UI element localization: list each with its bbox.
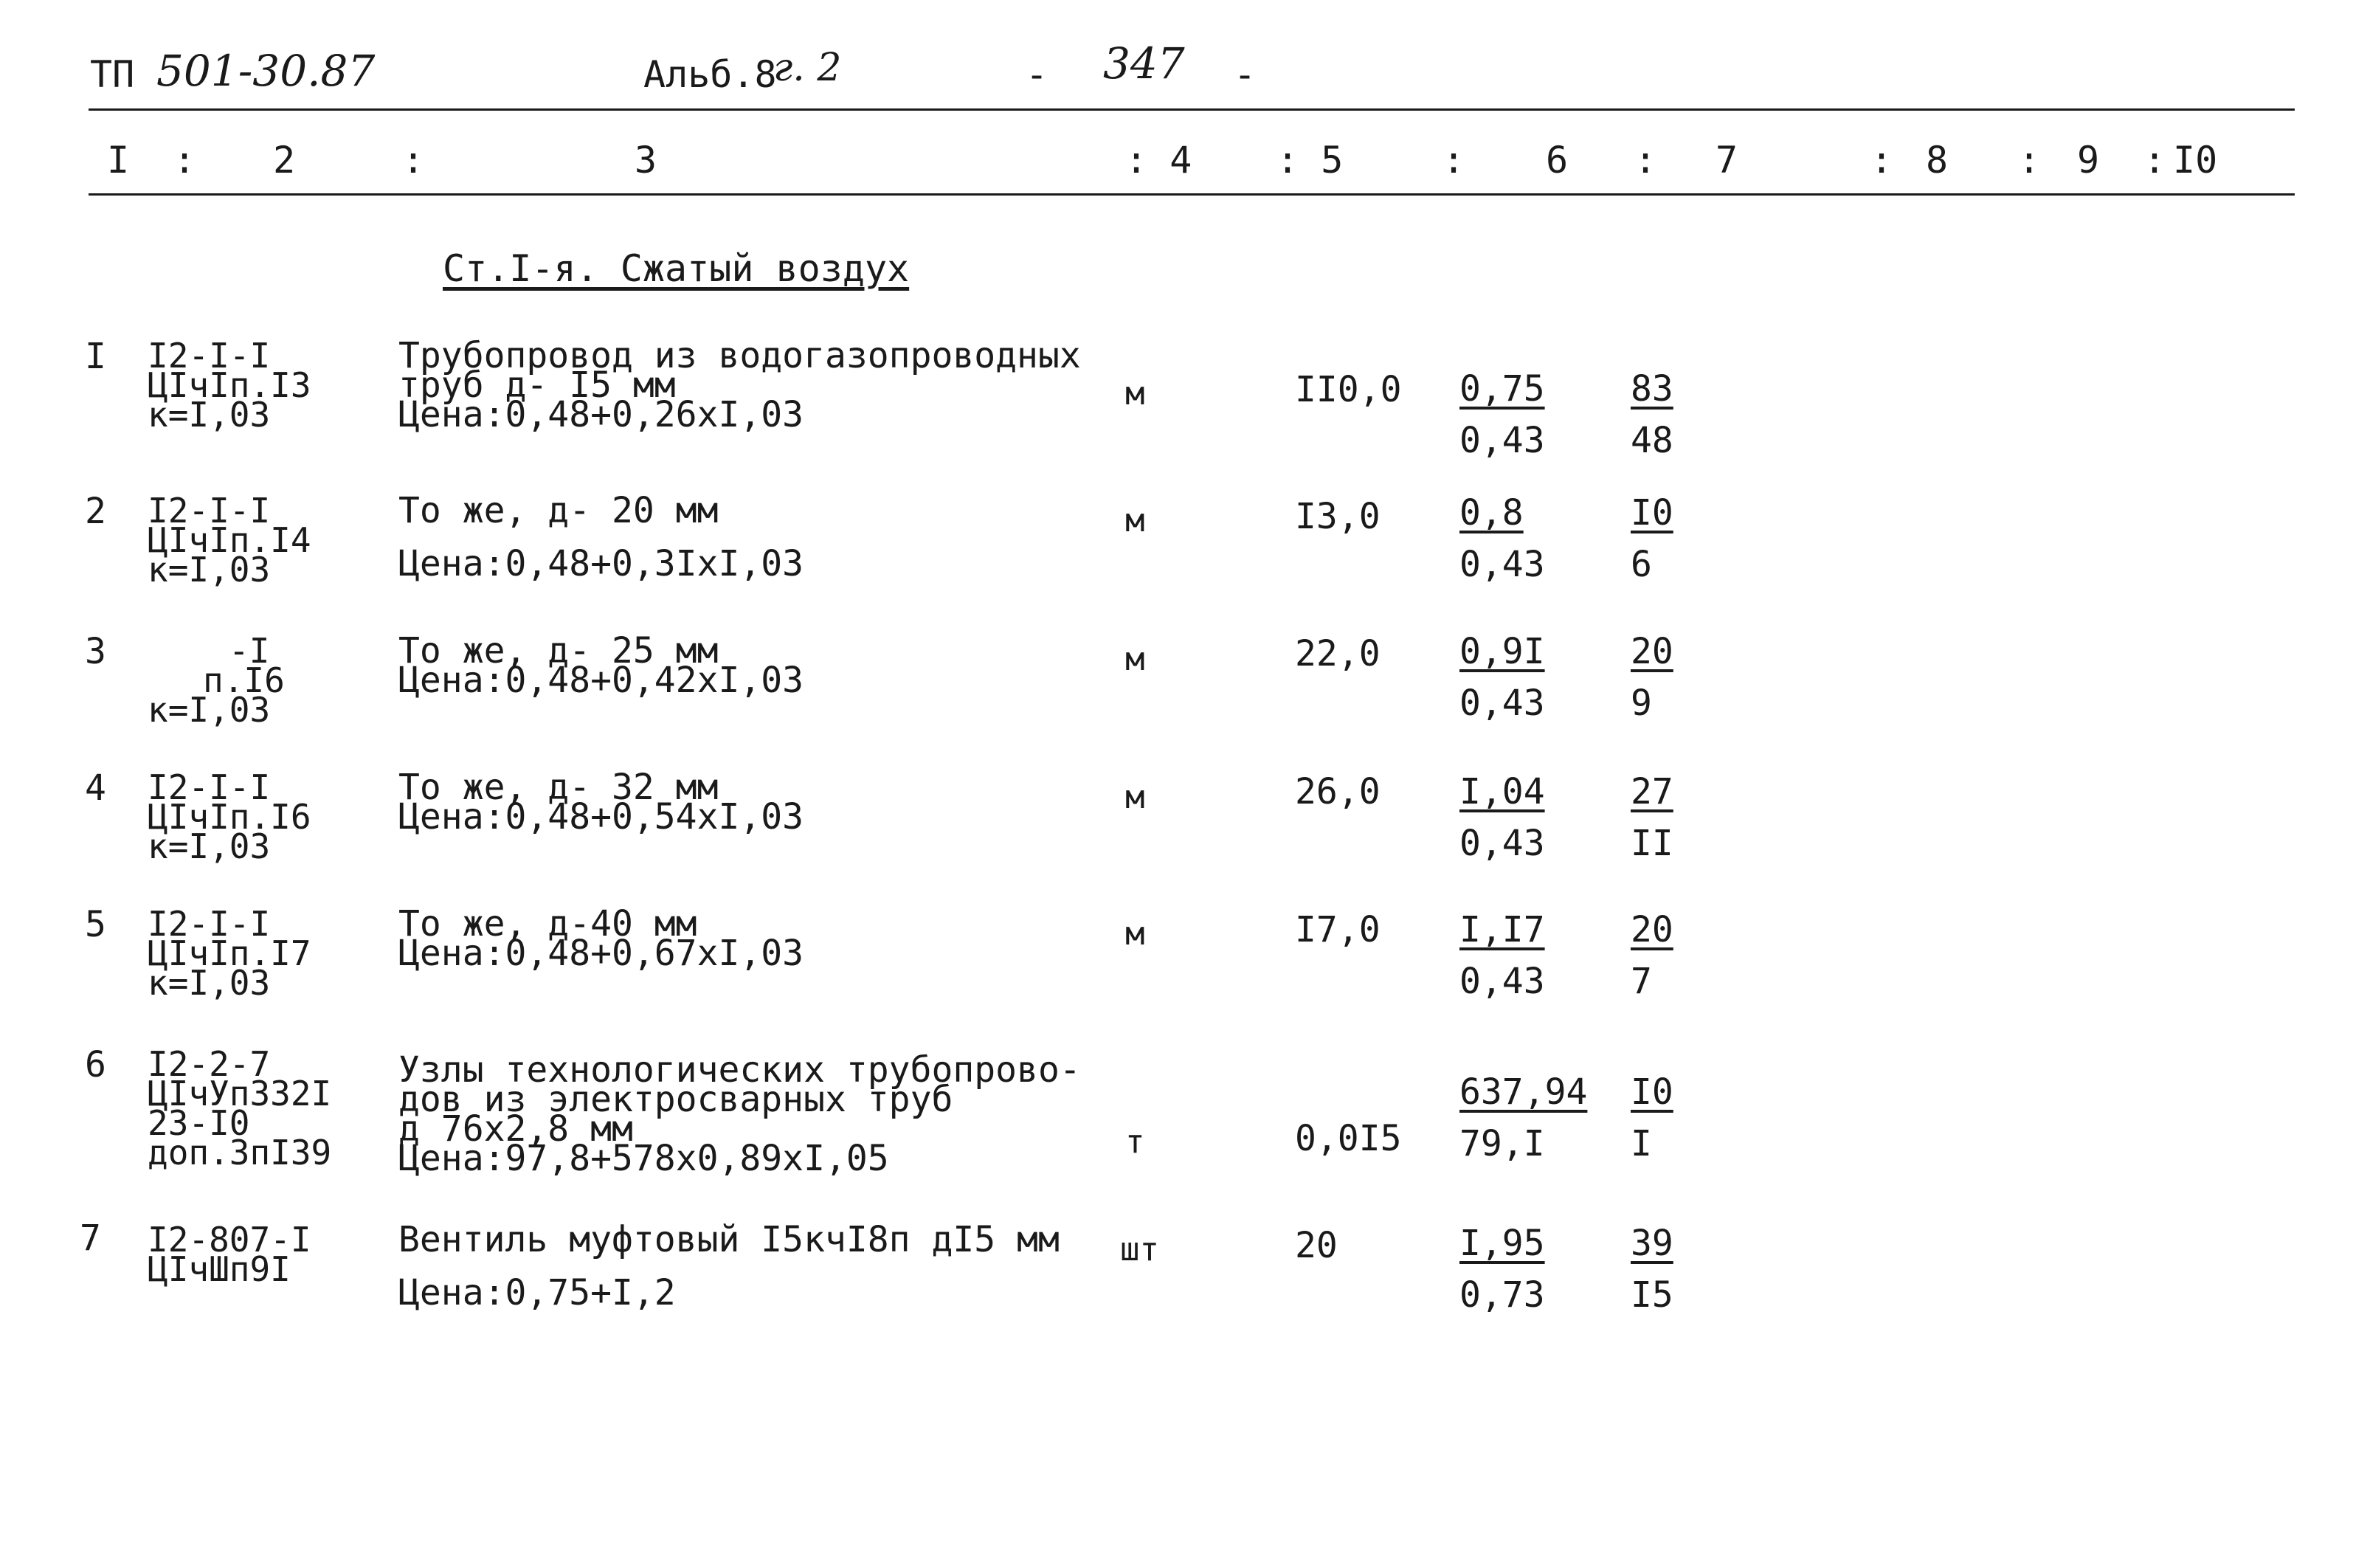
page-dash-right: - xyxy=(1234,53,1257,96)
row-number: 6 xyxy=(85,1044,106,1085)
row-number: I xyxy=(85,336,106,377)
unit-cost-bottom: 0,43 xyxy=(1459,961,1545,1002)
total-cost-top: 27 xyxy=(1631,771,1673,812)
unit-cost xyxy=(1459,1066,1587,1170)
col-sep: : xyxy=(1870,139,1893,182)
row-number: 4 xyxy=(85,767,106,809)
name-line: Трубопровод из водогазопроводных xyxy=(398,335,1081,376)
unit-cost xyxy=(1459,487,1545,590)
total-cost-bottom: I5 xyxy=(1631,1274,1673,1316)
col-sep: : xyxy=(173,139,196,182)
unit-cost-top: 0,9I xyxy=(1459,631,1545,672)
col-sep: : xyxy=(2143,139,2166,182)
code-line: к=I,03 xyxy=(148,963,271,1003)
album-label: Альб.8 xyxy=(643,53,777,96)
total-cost-top: 20 xyxy=(1631,631,1673,672)
col-header-3: 3 xyxy=(635,139,657,182)
norm-code xyxy=(148,336,311,435)
unit-cost xyxy=(1459,363,1545,466)
total-cost-bottom: I xyxy=(1631,1123,1652,1164)
unit-cost xyxy=(1459,626,1545,729)
code-line: I2-I-I xyxy=(148,767,271,807)
unit-cost-bottom: 0,73 xyxy=(1459,1274,1545,1316)
work-name xyxy=(398,767,804,837)
unit-cost-top: I,04 xyxy=(1459,771,1545,812)
code-line: I2-807-I xyxy=(148,1220,311,1260)
unit-cost-bottom: 79,I xyxy=(1459,1123,1545,1164)
total-cost-top: 20 xyxy=(1631,909,1673,950)
code-line: к=I,03 xyxy=(148,826,271,866)
unit-cost-top: 0,8 xyxy=(1459,492,1524,533)
total-cost-bottom: II xyxy=(1631,823,1673,864)
work-name xyxy=(398,1219,1060,1313)
unit-cost-bottom: 0,43 xyxy=(1459,420,1545,461)
total-cost xyxy=(1631,626,1673,729)
header-rule-top xyxy=(89,108,2295,111)
doc-code: 501-30.87 xyxy=(156,46,376,96)
unit-cost xyxy=(1459,766,1545,869)
code-line: -I xyxy=(229,631,270,671)
quantity: I7,0 xyxy=(1295,909,1381,950)
unit: м xyxy=(1125,640,1145,678)
norm-code xyxy=(148,767,311,866)
row-number: 2 xyxy=(85,491,106,532)
doc-prefix: ТП xyxy=(90,53,135,96)
code-line: ЦIчIп.I4 xyxy=(148,520,311,560)
name-line: труб д- I5 мм xyxy=(398,365,676,406)
unit-cost-top: I,I7 xyxy=(1459,909,1545,950)
unit-cost-bottom: 0,43 xyxy=(1459,683,1545,724)
page-dash-left: - xyxy=(1026,53,1048,96)
unit-cost xyxy=(1459,904,1545,1007)
price-formula: Цена:97,8+578х0,89хI,05 xyxy=(398,1138,889,1179)
work-name xyxy=(398,1049,1081,1179)
price-formula: Цена:0,48+0,3IхI,03 xyxy=(398,543,804,584)
section-title: Ст.I-я. Сжатый воздух xyxy=(443,247,910,290)
price-formula: Цена:0,48+0,67хI,03 xyxy=(398,933,804,974)
norm-code xyxy=(148,631,285,730)
price-formula: Цена:0,75+I,2 xyxy=(398,1272,676,1313)
quantity: 20 xyxy=(1295,1225,1338,1266)
quantity: 0,0I5 xyxy=(1295,1118,1402,1159)
col-header-2: 2 xyxy=(273,139,296,182)
total-cost xyxy=(1631,1066,1673,1170)
unit-cost-bottom: 0,43 xyxy=(1459,544,1545,585)
col-header-4: : 4 xyxy=(1125,139,1192,182)
name-line: То же, д- 25 мм xyxy=(398,630,719,671)
total-cost-top: I0 xyxy=(1631,492,1673,533)
code-line: доп.3пI39 xyxy=(148,1133,332,1172)
work-name xyxy=(398,335,1081,435)
work-name xyxy=(398,630,804,701)
code-line: к=I,03 xyxy=(148,550,271,590)
unit-cost-bottom: 0,43 xyxy=(1459,823,1545,864)
unit: т xyxy=(1125,1123,1145,1161)
unit-cost-top: 637,94 xyxy=(1459,1071,1588,1113)
price-formula: Цена:0,48+0,54хI,03 xyxy=(398,796,804,837)
name-line: То же, д-40 мм xyxy=(398,903,697,944)
page-number: 347 xyxy=(1103,38,1185,89)
col-header-10: I0 xyxy=(2173,139,2218,182)
unit: шт xyxy=(1120,1231,1159,1268)
norm-code xyxy=(148,1220,311,1289)
code-line: ЦIчIп.I3 xyxy=(148,365,311,405)
header-rule-bottom xyxy=(89,193,2295,196)
code-line: I2-I-I xyxy=(148,904,271,944)
code-line: I2-I-I xyxy=(148,336,271,376)
norm-code xyxy=(148,904,311,1003)
total-cost xyxy=(1631,766,1673,869)
code-line: I2-I-I xyxy=(148,491,271,531)
unit-cost-top: I,95 xyxy=(1459,1223,1545,1264)
col-header-7: 7 xyxy=(1715,139,1738,182)
price-formula: Цена:0,48+0,26хI,03 xyxy=(398,394,804,435)
quantity: 26,0 xyxy=(1295,771,1381,812)
code-line: 23-I0 xyxy=(148,1103,250,1143)
code-line: п.I6 xyxy=(203,660,285,700)
col-header-8: 8 xyxy=(1926,139,1949,182)
total-cost-top: 39 xyxy=(1631,1223,1673,1264)
price-formula: Цена:0,48+0,42хI,03 xyxy=(398,660,804,701)
code-line: I2-2-7 xyxy=(148,1044,271,1084)
name-line: Вентиль муфтовый I5кчI8п дI5 мм xyxy=(398,1219,1060,1260)
unit: м xyxy=(1125,502,1145,539)
row-number: 7 xyxy=(80,1218,101,1259)
name-line: То же, д- 20 мм xyxy=(398,490,719,531)
work-name xyxy=(398,490,804,584)
code-line: ЦIчIп.I6 xyxy=(148,797,311,837)
col-header-9: 9 xyxy=(2077,139,2100,182)
code-line: ЦIчУп332I xyxy=(148,1074,332,1113)
col-sep: : xyxy=(402,139,425,182)
name-line: Узлы технологических трубопрово- xyxy=(398,1049,1081,1091)
total-cost xyxy=(1631,1218,1673,1321)
total-cost xyxy=(1631,363,1673,466)
col-sep: : xyxy=(1442,139,1465,182)
row-number: 5 xyxy=(85,904,106,945)
total-cost-bottom: 9 xyxy=(1631,683,1652,724)
unit-cost-top: 0,75 xyxy=(1459,368,1545,410)
album-part: г. 2 xyxy=(773,46,842,90)
code-line: ЦIчШп9I xyxy=(148,1249,291,1289)
unit-cost xyxy=(1459,1218,1545,1321)
unit: м xyxy=(1125,778,1145,816)
total-cost xyxy=(1631,487,1673,590)
total-cost-top: I0 xyxy=(1631,1071,1673,1113)
name-line: дов из электросварных труб xyxy=(398,1079,953,1120)
total-cost xyxy=(1631,904,1673,1007)
code-line: к=I,03 xyxy=(148,395,271,435)
row-number: 3 xyxy=(85,631,106,672)
total-cost-top: 83 xyxy=(1631,368,1673,410)
total-cost-bottom: 7 xyxy=(1631,961,1652,1002)
quantity: 22,0 xyxy=(1295,633,1381,674)
col-sep: : xyxy=(2018,139,2041,182)
quantity: I3,0 xyxy=(1295,496,1381,537)
unit: м xyxy=(1125,915,1145,953)
quantity: II0,0 xyxy=(1295,369,1402,410)
unit: м xyxy=(1125,375,1145,412)
col-header-6: 6 xyxy=(1546,139,1569,182)
norm-code xyxy=(148,1044,332,1172)
norm-code xyxy=(148,491,311,590)
code-line: к=I,03 xyxy=(148,690,271,730)
name-line: д 76х2,8 мм xyxy=(398,1108,633,1150)
code-line: ЦIчIп.I7 xyxy=(148,933,311,973)
total-cost-bottom: 6 xyxy=(1631,544,1652,585)
work-name xyxy=(398,903,804,974)
col-sep: : xyxy=(1634,139,1657,182)
col-header-5: : 5 xyxy=(1276,139,1344,182)
col-header-1: I xyxy=(107,139,130,182)
name-line: То же, д- 32 мм xyxy=(398,767,719,808)
total-cost-bottom: 48 xyxy=(1631,420,1673,461)
